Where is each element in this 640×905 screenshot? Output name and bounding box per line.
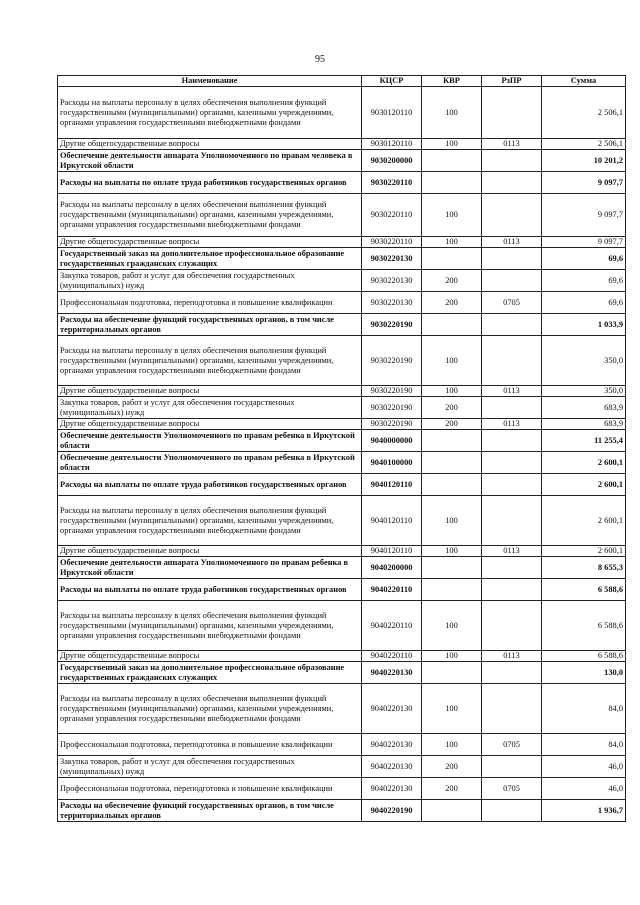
cell-name: Профессиональная подготовка, переподготовка и повышение квалификации [58,778,362,800]
cell-kcsr: 9040100000 [362,452,422,474]
cell-kvr [422,557,482,579]
cell-kcsr: 9030220110 [362,172,422,194]
cell-kvr [422,662,482,684]
cell-sum: 6 588,6 [542,651,626,662]
cell-kvr: 100 [422,139,482,150]
table-row [58,87,626,139]
cell-kvr: 200 [422,292,482,314]
header-rzpr: РзПР [482,76,542,87]
cell-name: Расходы на обеспечение функций государственных органов, в том числе территориальных органов [58,800,362,822]
cell-kcsr: 9040220130 [362,662,422,684]
cell-name: Профессиональная подготовка, переподготовка и повышение квалификации [58,734,362,756]
cell-kvr [422,474,482,496]
cell-sum: 69,6 [542,248,626,270]
cell-kcsr: 9040220110 [362,601,422,651]
table-row [58,474,626,496]
table-row [58,292,626,314]
table-row [58,194,626,237]
cell-kcsr: 9030220110 [362,237,422,248]
cell-kcsr: 9040220130 [362,778,422,800]
cell-kcsr: 9040120110 [362,546,422,557]
header-sum: Сумма [542,76,626,87]
table-row [58,139,626,150]
cell-kcsr: 9030220130 [362,248,422,270]
cell-kcsr: 9040120110 [362,474,422,496]
cell-name: Другие общегосударственные вопросы [58,386,362,397]
cell-rzpr: 0113 [482,386,542,397]
cell-kvr: 100 [422,734,482,756]
cell-sum: 11 255,4 [542,430,626,452]
table-row [58,314,626,336]
cell-rzpr [482,194,542,237]
cell-sum: 69,6 [542,270,626,292]
table-row [58,662,626,684]
cell-sum: 69,6 [542,292,626,314]
cell-kcsr: 9030120110 [362,139,422,150]
cell-rzpr [482,397,542,419]
cell-sum: 2 600,1 [542,452,626,474]
cell-kvr: 200 [422,778,482,800]
cell-name: Государственный заказ на дополнительное профессиональное образование государственных гражданских служащих [58,248,362,270]
cell-kvr [422,248,482,270]
table-row [58,734,626,756]
cell-sum: 130,0 [542,662,626,684]
table-row [58,452,626,474]
cell-kvr: 100 [422,684,482,734]
cell-sum: 2 506,1 [542,87,626,139]
cell-name: Обеспечение деятельности Уполномоченного по правам ребенка в Иркутской области [58,452,362,474]
cell-sum: 6 588,6 [542,601,626,651]
cell-sum: 10 201,2 [542,150,626,172]
cell-kvr: 200 [422,397,482,419]
cell-rzpr [482,579,542,601]
cell-name: Другие общегосударственные вопросы [58,651,362,662]
cell-sum: 84,0 [542,734,626,756]
cell-sum: 6 588,6 [542,579,626,601]
cell-kvr: 100 [422,336,482,386]
cell-kvr [422,579,482,601]
cell-name: Закупка товаров, работ и услуг для обеспечения государственных (муниципальных) нужд [58,270,362,292]
cell-kcsr: 9040120110 [362,496,422,546]
cell-sum: 46,0 [542,778,626,800]
cell-kcsr: 9040220110 [362,579,422,601]
cell-name: Расходы на выплаты персоналу в целях обеспечения выполнения функций государственными (муниципальными) органами, казенными учреждениями, органами управления государственными внебюджетными фондами [58,87,362,139]
cell-kcsr: 9030220190 [362,314,422,336]
cell-name: Другие общегосударственные вопросы [58,546,362,557]
cell-kvr: 100 [422,237,482,248]
table-header-row [58,76,626,87]
cell-kvr: 100 [422,87,482,139]
cell-kvr: 100 [422,546,482,557]
cell-kvr [422,800,482,822]
page-number: 95 [315,54,325,65]
cell-sum: 2 600,1 [542,474,626,496]
cell-name: Обеспечение деятельности Уполномоченного по правам ребенка в Иркутской области [58,430,362,452]
cell-kvr: 100 [422,194,482,237]
cell-kvr: 200 [422,419,482,430]
cell-sum: 9 097,7 [542,172,626,194]
cell-name: Расходы на выплаты персоналу в целях обеспечения выполнения функций государственными (муниципальными) органами, казенными учреждениями, органами управления государственными внебюджетными фондами [58,194,362,237]
cell-rzpr: 0113 [482,546,542,557]
cell-kcsr: 9030200000 [362,150,422,172]
cell-name: Обеспечение деятельности аппарата Уполномоченного по правам ребенка в Иркутской области [58,557,362,579]
cell-rzpr [482,662,542,684]
cell-sum: 2 600,1 [542,546,626,557]
cell-sum: 8 655,3 [542,557,626,579]
cell-sum: 683,9 [542,419,626,430]
table-row [58,248,626,270]
cell-kcsr: 9030220130 [362,270,422,292]
cell-rzpr [482,87,542,139]
header-kcsr: КЦСР [362,76,422,87]
cell-kvr [422,314,482,336]
cell-rzpr [482,684,542,734]
cell-kvr: 100 [422,496,482,546]
cell-rzpr [482,172,542,194]
cell-kvr [422,172,482,194]
cell-name: Расходы на выплаты по оплате труда работников государственных органов [58,172,362,194]
cell-kcsr: 9030220190 [362,419,422,430]
cell-kcsr: 9030220190 [362,336,422,386]
table-row [58,150,626,172]
cell-name: Расходы на выплаты персоналу в целях обеспечения выполнения функций государственными (муниципальными) органами, казенными учреждениями, органами управления государственными внебюджетными фондами [58,601,362,651]
cell-name: Расходы на выплаты персоналу в целях обеспечения выполнения функций государственными (муниципальными) органами, казенными учреждениями, органами управления государственными внебюджетными фондами [58,684,362,734]
cell-kcsr: 9040220130 [362,684,422,734]
header-name: Наименование [58,76,362,87]
cell-sum: 9 097,7 [542,237,626,248]
table-row [58,397,626,419]
cell-rzpr: 0705 [482,778,542,800]
cell-kcsr: 9030120110 [362,87,422,139]
table-row [58,557,626,579]
cell-name: Расходы на выплаты персоналу в целях обеспечения выполнения функций государственными (муниципальными) органами, казенными учреждениями, органами управления государственными внебюджетными фондами [58,496,362,546]
cell-sum: 683,9 [542,397,626,419]
cell-rzpr [482,474,542,496]
cell-kvr: 200 [422,270,482,292]
cell-rzpr: 0705 [482,734,542,756]
cell-rzpr: 0113 [482,139,542,150]
table-row [58,419,626,430]
cell-kvr [422,150,482,172]
cell-kcsr: 9040220130 [362,734,422,756]
table-row [58,336,626,386]
cell-sum: 350,0 [542,336,626,386]
table-row [58,579,626,601]
cell-sum: 1 033,9 [542,314,626,336]
cell-sum: 2 600,1 [542,496,626,546]
cell-rzpr [482,248,542,270]
cell-rzpr: 0113 [482,237,542,248]
cell-kcsr: 9040200000 [362,557,422,579]
cell-kvr: 100 [422,651,482,662]
table-row [58,270,626,292]
cell-kvr: 100 [422,386,482,397]
cell-rzpr [482,150,542,172]
table-row [58,172,626,194]
cell-name: Другие общегосударственные вопросы [58,237,362,248]
cell-kcsr: 9040220130 [362,756,422,778]
cell-name: Другие общегосударственные вопросы [58,419,362,430]
table-row [58,237,626,248]
cell-name: Расходы на выплаты персоналу в целях обеспечения выполнения функций государственными (муниципальными) органами, казенными учреждениями, органами управления государственными внебюджетными фондами [58,336,362,386]
cell-name: Расходы на обеспечение функций государственных органов, в том числе территориальных органов [58,314,362,336]
cell-sum: 1 936,7 [542,800,626,822]
table-row [58,386,626,397]
cell-rzpr [482,756,542,778]
cell-name: Закупка товаров, работ и услуг для обеспечения государственных (муниципальных) нужд [58,756,362,778]
cell-sum: 84,0 [542,684,626,734]
cell-kcsr: 9040220190 [362,800,422,822]
cell-name: Расходы на выплаты по оплате труда работников государственных органов [58,474,362,496]
cell-sum: 2 506,1 [542,139,626,150]
cell-rzpr: 0113 [482,651,542,662]
cell-rzpr [482,452,542,474]
table-row [58,546,626,557]
cell-rzpr [482,336,542,386]
cell-rzpr [482,496,542,546]
cell-rzpr [482,314,542,336]
table-row [58,756,626,778]
header-kvr: КВР [422,76,482,87]
cell-name: Другие общегосударственные вопросы [58,139,362,150]
cell-kvr: 200 [422,756,482,778]
cell-kcsr: 9040220110 [362,651,422,662]
table-row [58,430,626,452]
table-row [58,496,626,546]
cell-name: Обеспечение деятельности аппарата Уполномоченного по правам человека в Иркутской области [58,150,362,172]
cell-rzpr [482,557,542,579]
budget-table [57,75,626,822]
table-row [58,800,626,822]
cell-rzpr [482,270,542,292]
table-row [58,778,626,800]
cell-sum: 9 097,7 [542,194,626,237]
cell-name: Закупка товаров, работ и услуг для обеспечения государственных (муниципальных) нужд [58,397,362,419]
table-row [58,651,626,662]
cell-rzpr: 0113 [482,419,542,430]
cell-name: Расходы на выплаты по оплате труда работников государственных органов [58,579,362,601]
cell-name: Профессиональная подготовка, переподготовка и повышение квалификации [58,292,362,314]
cell-kvr: 100 [422,601,482,651]
cell-kcsr: 9040000000 [362,430,422,452]
cell-name: Государственный заказ на дополнительное профессиональное образование государственных гражданских служащих [58,662,362,684]
cell-rzpr [482,601,542,651]
table-body [58,87,626,822]
cell-rzpr [482,800,542,822]
cell-sum: 350,0 [542,386,626,397]
cell-kcsr: 9030220110 [362,194,422,237]
table-row [58,684,626,734]
cell-rzpr [482,430,542,452]
cell-kcsr: 9030220190 [362,386,422,397]
cell-kcsr: 9030220130 [362,292,422,314]
cell-kvr [422,452,482,474]
cell-sum: 46,0 [542,756,626,778]
table-row [58,601,626,651]
cell-kvr [422,430,482,452]
cell-kcsr: 9030220190 [362,397,422,419]
cell-rzpr: 0705 [482,292,542,314]
